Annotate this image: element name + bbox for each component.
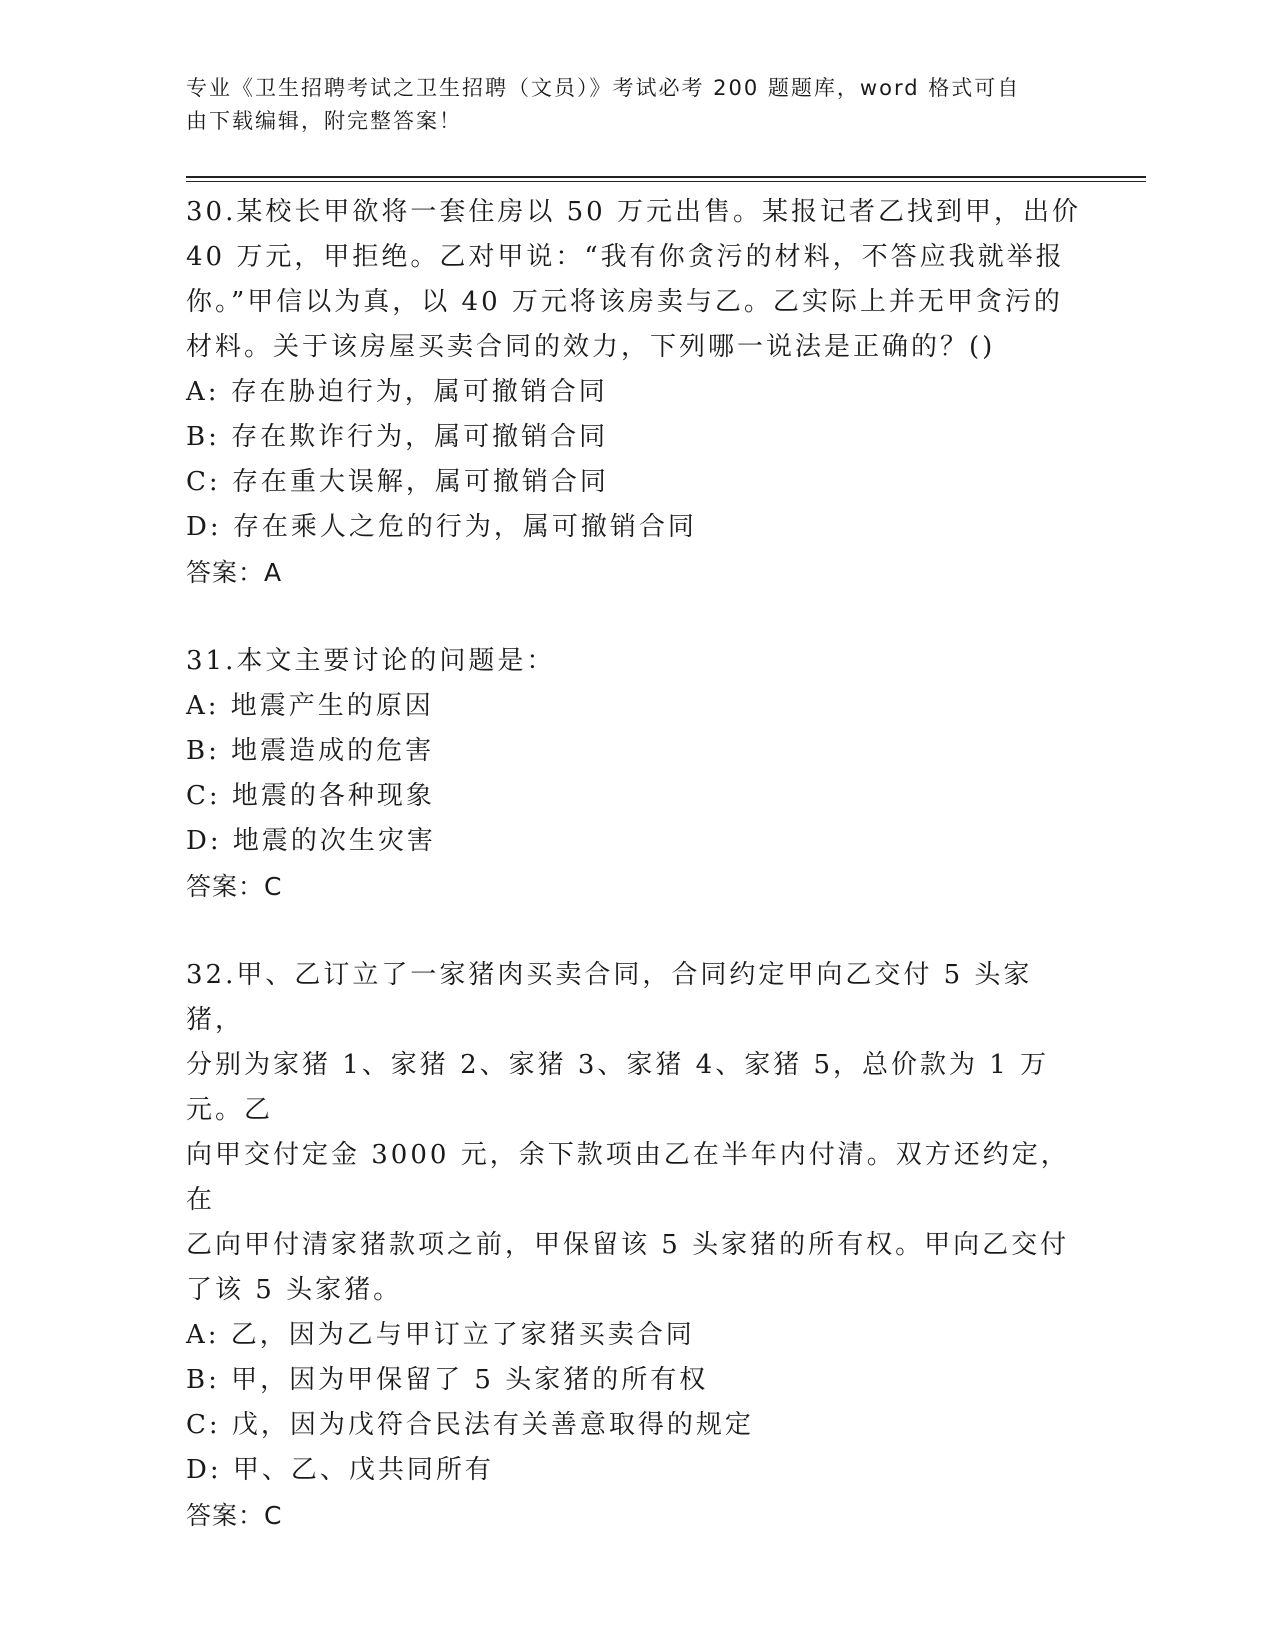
option-c: C: 戊，因为戊符合民法有关善意取得的规定: [186, 1410, 754, 1440]
stem-line: 31.本文主要讨论的问题是：: [186, 646, 556, 676]
option-d: D: 存在乘人之危的行为，属可撤销合同: [186, 512, 697, 542]
stem-line: 40 万元，甲拒绝。乙对甲说：“我有你贪污的材料，不答应我就举报: [186, 242, 1065, 272]
question-stem: [186, 953, 1086, 1313]
question-32: [186, 953, 1086, 1538]
answer: 答案：A: [186, 558, 283, 587]
stem-line: 向甲交付定金 3000 元，余下款项由乙在半年内付清。双方还约定，在: [186, 1140, 1070, 1215]
answer: 答案：C: [186, 872, 283, 901]
answer: 答案：C: [186, 1501, 283, 1530]
stem-line: 32.甲、乙订立了一家猪肉买卖合同，合同约定甲向乙交付 5 头家猪，: [186, 960, 1033, 1035]
header-line-1: 专业《卫生招聘考试之卫生招聘（文员）》考试必考 200 题题库，word 格式可自: [186, 76, 1021, 100]
header-divider-thin: [186, 181, 1146, 182]
option-c: C: 地震的各种现象: [186, 781, 435, 811]
stem-line: 了该 5 头家猪。: [186, 1275, 403, 1305]
option-d: D: 地震的次生灾害: [186, 826, 436, 856]
stem-line: 乙向甲付清家猪款项之前，甲保留该 5 头家猪的所有权。甲向乙交付: [186, 1230, 1070, 1260]
header-divider-thick: [186, 176, 1146, 178]
header-line-2: 由下载编辑，附完整答案！: [186, 109, 462, 133]
option-a: A: 乙，因为乙与甲订立了家猪买卖合同: [186, 1320, 695, 1350]
option-b: B: 存在欺诈行为，属可撤销合同: [186, 422, 609, 452]
question-31: [186, 639, 1086, 909]
question-list: [186, 190, 1086, 1582]
stem-line: 你。”甲信以为真，以 40 万元将该房卖与乙。乙实际上并无甲贪污的: [186, 287, 1063, 317]
option-b: B: 地震造成的危害: [186, 736, 435, 766]
stem-line: 材料。关于该房屋买卖合同的效力，下列哪一说法是正确的？(): [186, 332, 996, 362]
stem-line: 30.某校长甲欲将一套住房以 50 万元出售。某报记者乙找到甲，出价: [186, 197, 1081, 227]
question-stem: [186, 639, 1086, 684]
stem-line: 分别为家猪 1、家猪 2、家猪 3、家猪 4、家猪 5，总价款为 1 万元。乙: [186, 1050, 1050, 1125]
option-b: B: 甲，因为甲保留了 5 头家猪的所有权: [186, 1365, 709, 1395]
question-30: [186, 190, 1086, 595]
option-a: A: 存在胁迫行为，属可撤销合同: [186, 377, 608, 407]
document-header: [186, 72, 1086, 138]
option-a: A: 地震产生的原因: [186, 691, 434, 721]
option-c: C: 存在重大误解，属可撤销合同: [186, 467, 609, 497]
option-d: D: 甲、乙、戊共同所有: [186, 1455, 494, 1485]
question-stem: [186, 190, 1086, 370]
